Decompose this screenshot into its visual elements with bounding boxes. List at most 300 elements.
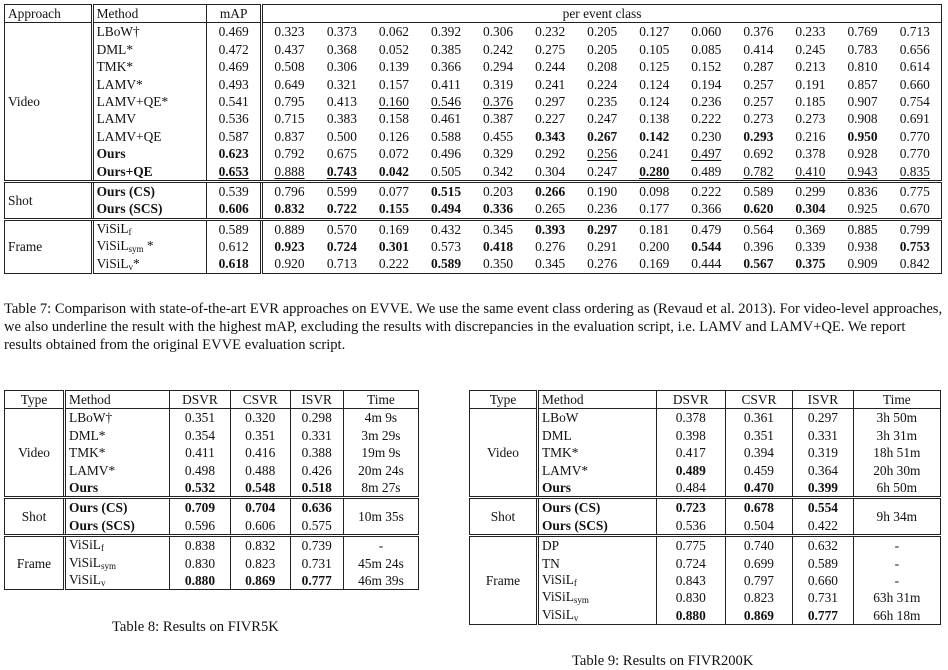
method-cell [537, 572, 656, 589]
metric-value: 0.364 [793, 462, 853, 479]
class-value: 0.306 [326, 59, 357, 75]
time-cell: 19m 9s [343, 444, 418, 461]
class-value: 0.350 [483, 256, 514, 272]
class-value: 0.888 [262, 163, 316, 182]
table-row [5, 93, 942, 110]
class-value: 0.795 [262, 93, 316, 110]
header-time: Time [853, 391, 940, 409]
class-value: 0.235 [587, 93, 618, 109]
class-value: 0.943 [836, 163, 888, 182]
class-value: 0.376 [743, 24, 774, 40]
table-row [470, 479, 941, 498]
metric-value: 0.416 [230, 444, 290, 461]
class-value: 0.230 [691, 128, 722, 144]
table-7-caption: Table 7: Comparison with state-of-the-art EVR approaches on EVVE. We use the same event class ordering as (Revaud et al. 2013). For video-level approaches, we also underline the result with the highest mAP, excluding the results with discrepancies in the evaluation script, i.e. LAMV and LAMV+QE. We report results obtained from the original EVVE evaluation script. [4, 301, 943, 353]
class-value: 0.127 [639, 24, 670, 40]
method-cell [537, 427, 656, 444]
time-cell: 8m 27s [343, 479, 418, 498]
class-value: 0.369 [795, 221, 826, 237]
class-value: 0.378 [795, 146, 826, 162]
class-value: 0.715 [262, 110, 316, 127]
metric-value: 0.488 [230, 462, 290, 479]
class-value: 0.479 [691, 221, 722, 237]
method-cell [537, 607, 656, 625]
map-value: 0.472 [207, 41, 262, 58]
metric-value: 0.731 [793, 589, 853, 606]
class-value: 0.411 [431, 76, 461, 92]
class-value: 0.297 [587, 221, 618, 237]
class-value: 0.275 [535, 41, 566, 57]
header-type: Type [5, 391, 65, 409]
metric-value: 0.331 [793, 427, 853, 444]
method-name: ViSiL [541, 572, 574, 588]
metric-value: 0.709 [170, 498, 231, 517]
metric-value: 0.724 [656, 555, 725, 572]
class-value: 0.770 [899, 128, 930, 144]
class-value: 0.614 [899, 59, 930, 75]
method-name: ViSiL [96, 238, 129, 254]
class-value: 0.670 [889, 200, 942, 219]
class-value: 0.222 [691, 183, 722, 199]
approach-cell: Video [5, 23, 93, 182]
class-value: 0.203 [483, 183, 514, 199]
class-value: 0.287 [743, 59, 774, 75]
class-value: 0.396 [743, 239, 774, 255]
header-per-event-class: per event class [262, 5, 942, 23]
class-value: 0.455 [483, 128, 514, 144]
table-row [5, 238, 942, 255]
metric-value: 0.518 [290, 479, 343, 498]
metric-value: 0.361 [725, 409, 793, 427]
method-cell [65, 572, 170, 590]
metric-value: 0.880 [656, 607, 725, 625]
class-value: 0.497 [691, 146, 722, 162]
method-name: LAMV+QE* [96, 93, 169, 109]
class-value: 0.724 [326, 239, 357, 255]
method-name: TMK* [96, 59, 134, 75]
table-row [470, 409, 941, 427]
class-value: 0.494 [420, 200, 472, 219]
class-value: 0.181 [639, 221, 670, 237]
method-cell [92, 110, 207, 127]
class-value: 0.842 [899, 256, 930, 272]
class-value: 0.062 [378, 24, 410, 40]
method-name: Ours [96, 146, 126, 162]
class-value: 0.588 [430, 128, 462, 144]
class-value: 0.244 [535, 59, 566, 75]
type-cell: Video [5, 409, 65, 498]
method-name: LAMV* [541, 462, 589, 478]
class-value: 0.570 [326, 221, 357, 237]
class-value: 0.925 [836, 200, 888, 219]
method-name: Ours (CS) [69, 500, 128, 516]
class-value: 0.273 [795, 111, 826, 127]
metric-value: 0.775 [656, 536, 725, 555]
class-value: 0.190 [587, 183, 618, 199]
class-value: 0.660 [899, 76, 930, 92]
metric-value: 0.777 [290, 572, 343, 590]
class-value: 0.105 [639, 41, 670, 57]
table-row [5, 23, 942, 41]
method-suffix: * [133, 255, 140, 271]
class-value: 0.266 [535, 183, 566, 199]
table-row [470, 607, 941, 625]
method-cell [65, 555, 170, 572]
method-name: Ours [541, 479, 571, 495]
method-cell [537, 498, 656, 517]
metric-value: 0.704 [230, 498, 290, 517]
class-value: 0.247 [587, 111, 618, 127]
method-cell [92, 23, 207, 41]
class-value: 0.796 [262, 181, 316, 200]
method-cell [537, 462, 656, 479]
metric-value: 0.504 [725, 517, 793, 536]
class-value: 0.273 [743, 111, 774, 127]
class-value: 0.152 [691, 59, 722, 75]
class-value: 0.158 [378, 111, 410, 127]
class-value: 0.375 [795, 256, 826, 272]
class-value: 0.692 [743, 146, 774, 162]
class-value: 0.085 [691, 41, 722, 57]
class-value: 0.885 [847, 221, 878, 237]
type-cell: Frame [16, 555, 52, 571]
map-value: 0.612 [207, 238, 262, 255]
metric-value: 0.869 [725, 607, 793, 625]
method-subscript: f [573, 578, 577, 589]
method-cell [92, 163, 207, 182]
class-value: 0.267 [587, 128, 618, 144]
class-value: 0.345 [535, 256, 566, 272]
metric-value: 0.777 [793, 607, 853, 625]
method-name: Ours (CS) [96, 183, 156, 199]
class-value: 0.573 [430, 239, 462, 255]
method-name: Ours (SCS) [69, 517, 135, 533]
class-value: 0.342 [472, 163, 524, 182]
table-row [5, 536, 419, 555]
time-cell: 66h 18m [853, 607, 940, 625]
class-value: 0.257 [743, 76, 774, 92]
metric-value: 0.632 [793, 536, 853, 555]
class-value: 0.413 [326, 93, 357, 109]
class-value: 0.329 [483, 146, 514, 162]
metric-value: 0.740 [725, 536, 793, 555]
table-row [5, 555, 419, 572]
class-value: 0.052 [378, 41, 410, 57]
header-method: Method [537, 391, 656, 409]
map-value: 0.469 [207, 58, 262, 75]
class-value: 0.339 [795, 239, 826, 255]
table-8-body [5, 409, 419, 590]
method-cell [537, 555, 656, 572]
method-cell [92, 93, 207, 110]
class-value: 0.236 [576, 200, 628, 219]
time-cell: 46m 39s [343, 572, 418, 590]
method-cell [537, 536, 656, 555]
class-value: 0.753 [899, 239, 930, 255]
table-row [470, 462, 941, 479]
class-value: 0.432 [430, 221, 462, 237]
map-value: 0.541 [207, 93, 262, 110]
class-value: 0.345 [483, 221, 514, 237]
method-suffix: * [143, 238, 154, 254]
table-9 [469, 390, 941, 625]
class-value: 0.245 [795, 41, 826, 57]
map-value: 0.539 [207, 181, 262, 200]
class-value: 0.713 [899, 24, 930, 40]
class-value: 0.233 [795, 24, 826, 40]
class-value: 0.770 [899, 146, 930, 162]
table-row [5, 76, 942, 93]
header-approach: Approach [5, 5, 93, 23]
time-cell: 3m 29s [343, 427, 418, 444]
table-row [470, 572, 941, 589]
metric-value: 0.843 [656, 572, 725, 589]
table-8-caption: Table 8: Results on FIVR5K [112, 619, 279, 635]
metric-value: 0.422 [793, 517, 853, 536]
metric-value: 0.297 [793, 409, 853, 427]
table-row [5, 498, 419, 517]
method-name: Ours (SCS) [541, 517, 608, 533]
metric-value: 0.399 [793, 479, 853, 498]
metric-value: 0.797 [725, 572, 793, 589]
class-value: 0.393 [535, 221, 566, 237]
metric-value: 0.869 [230, 572, 290, 590]
class-value: 0.410 [784, 163, 836, 182]
class-value: 0.139 [378, 59, 410, 75]
metric-value: 0.354 [170, 427, 231, 444]
class-value: 0.304 [524, 163, 576, 182]
table-row [5, 41, 942, 58]
method-name: LAMV [96, 111, 137, 127]
class-value: 0.301 [378, 239, 410, 255]
class-value: 0.387 [483, 111, 514, 127]
class-value: 0.060 [691, 24, 722, 40]
map-value: 0.589 [207, 219, 262, 238]
class-value: 0.366 [430, 59, 462, 75]
table-row [5, 409, 419, 427]
time-cell: - [853, 536, 940, 555]
class-value: 0.938 [847, 239, 878, 255]
method-cell [92, 41, 207, 58]
metric-value: 0.320 [230, 409, 290, 427]
class-value: 0.293 [743, 128, 774, 144]
method-cell [65, 409, 170, 427]
class-value: 0.208 [587, 59, 618, 75]
class-value: 0.125 [639, 59, 670, 75]
metric-value: 0.880 [170, 572, 231, 590]
metric-value: 0.832 [230, 536, 290, 555]
method-cell [537, 517, 656, 536]
metric-value: 0.394 [725, 444, 793, 461]
header-csvr: CSVR [725, 391, 793, 409]
table-row [5, 58, 942, 75]
class-value: 0.222 [691, 111, 722, 127]
method-cell [92, 58, 207, 75]
metric-value: 0.426 [290, 462, 343, 479]
class-value: 0.928 [847, 146, 878, 162]
method-cell [65, 536, 170, 555]
table-8-header [5, 391, 419, 409]
class-value: 0.385 [430, 41, 462, 57]
class-value: 0.505 [420, 163, 472, 182]
class-value: 0.323 [262, 23, 316, 41]
metric-value: 0.636 [290, 498, 343, 517]
metric-value: 0.459 [725, 462, 793, 479]
header-isvr: ISVR [290, 391, 343, 409]
method-cell [65, 444, 170, 461]
method-subscript: sym [573, 595, 589, 606]
metric-value: 0.731 [290, 555, 343, 572]
map-value: 0.493 [207, 76, 262, 93]
class-value: 0.649 [262, 76, 316, 93]
method-name: DML* [96, 41, 134, 57]
method-cell [92, 128, 207, 145]
class-value: 0.950 [847, 128, 878, 144]
table-row [5, 128, 942, 145]
method-cell [65, 479, 170, 498]
method-cell [92, 181, 207, 200]
method-cell [537, 444, 656, 461]
class-value: 0.792 [262, 145, 316, 162]
metric-value: 0.331 [290, 427, 343, 444]
method-name: ViSiL [69, 554, 101, 570]
class-value: 0.256 [587, 146, 618, 162]
metric-value: 0.830 [656, 589, 725, 606]
class-value: 0.589 [743, 183, 774, 199]
class-value: 0.213 [795, 59, 826, 75]
class-value: 0.157 [378, 76, 410, 92]
metric-value: 0.575 [290, 517, 343, 536]
time-cell: 20m 24s [343, 462, 418, 479]
table-row [470, 498, 941, 517]
header-dsvr: DSVR [656, 391, 725, 409]
class-value: 0.437 [262, 41, 316, 58]
class-value: 0.241 [535, 76, 566, 92]
type-cell: Frame [485, 572, 521, 588]
time-cell: 4m 9s [343, 409, 418, 427]
class-value: 0.500 [326, 128, 357, 144]
class-value: 0.224 [587, 76, 618, 92]
metric-value: 0.489 [656, 462, 725, 479]
class-value: 0.923 [262, 238, 316, 255]
method-cell [65, 427, 170, 444]
metric-value: 0.589 [793, 555, 853, 572]
method-subscript: sym [100, 560, 116, 571]
class-value: 0.418 [483, 239, 514, 255]
class-value: 0.072 [378, 146, 410, 162]
method-name: LBoW† [69, 410, 113, 426]
time-cell: 63h 31m [853, 589, 940, 606]
metric-value: 0.378 [656, 409, 725, 427]
class-value: 0.496 [430, 146, 462, 162]
metric-value: 0.351 [230, 427, 290, 444]
method-cell [92, 238, 207, 255]
metric-value: 0.723 [656, 498, 725, 517]
class-value: 0.291 [587, 239, 618, 255]
metric-value: 0.351 [170, 409, 231, 427]
header-map: mAP [207, 5, 262, 23]
metric-value: 0.699 [725, 555, 793, 572]
metric-value: 0.606 [230, 517, 290, 536]
method-name: Ours (SCS) [96, 201, 163, 217]
header-method: Method [92, 5, 207, 23]
method-name: ViSiL [96, 220, 129, 236]
metric-value: 0.823 [725, 589, 793, 606]
class-value: 0.276 [535, 239, 566, 255]
table-9-body [470, 409, 941, 625]
table-row [5, 163, 942, 182]
time-cell: 45m 24s [343, 555, 418, 572]
metric-value: 0.319 [793, 444, 853, 461]
class-value: 0.857 [847, 76, 878, 92]
class-value: 0.489 [680, 163, 732, 182]
table-row [470, 555, 941, 572]
class-value: 0.713 [326, 256, 357, 272]
map-value: 0.606 [207, 200, 262, 219]
class-value: 0.257 [743, 93, 774, 109]
method-name: TMK* [541, 445, 579, 461]
table-row [470, 427, 941, 444]
class-value: 0.783 [847, 41, 878, 57]
table-row [5, 181, 942, 200]
time-cell: 10m 35s [343, 498, 418, 536]
table-9-header [470, 391, 941, 409]
table-row [470, 536, 941, 555]
class-value: 0.232 [535, 24, 566, 40]
method-cell [92, 200, 207, 219]
map-value: 0.623 [207, 145, 262, 162]
metric-value: 0.498 [170, 462, 231, 479]
method-cell [65, 517, 170, 536]
metric-value: 0.739 [290, 536, 343, 555]
class-value: 0.155 [368, 200, 420, 219]
table-8 [4, 390, 419, 590]
class-value: 0.319 [483, 76, 514, 92]
time-cell: 3h 50m [853, 409, 940, 427]
class-value: 0.194 [691, 76, 722, 92]
method-cell [92, 145, 207, 162]
metric-value: 0.830 [170, 555, 231, 572]
class-value: 0.227 [535, 111, 566, 127]
class-value: 0.564 [743, 221, 774, 237]
class-value: 0.216 [795, 128, 826, 144]
table-row [470, 589, 941, 606]
class-value: 0.515 [430, 183, 462, 199]
class-value: 0.304 [784, 200, 836, 219]
class-value: 0.124 [639, 76, 670, 92]
class-value: 0.444 [691, 256, 722, 272]
method-subscript: f [128, 226, 132, 237]
class-value: 0.373 [326, 24, 357, 40]
method-cell [537, 479, 656, 498]
class-value: 0.544 [691, 239, 722, 255]
class-value: 0.222 [378, 256, 410, 272]
metric-value: 0.470 [725, 479, 793, 498]
method-name: TN [541, 555, 560, 571]
class-value: 0.754 [899, 93, 930, 109]
class-value: 0.782 [732, 163, 784, 182]
method-name: LAMV* [96, 76, 143, 92]
class-value: 0.837 [262, 128, 316, 145]
metric-value: 0.660 [793, 572, 853, 589]
class-value: 0.297 [535, 93, 566, 109]
approach-cell: Frame [8, 239, 43, 255]
time-cell: 6h 50m [853, 479, 940, 498]
table-row [5, 462, 419, 479]
method-subscript: f [100, 543, 104, 554]
class-value: 0.599 [326, 183, 357, 199]
method-cell [537, 589, 656, 606]
